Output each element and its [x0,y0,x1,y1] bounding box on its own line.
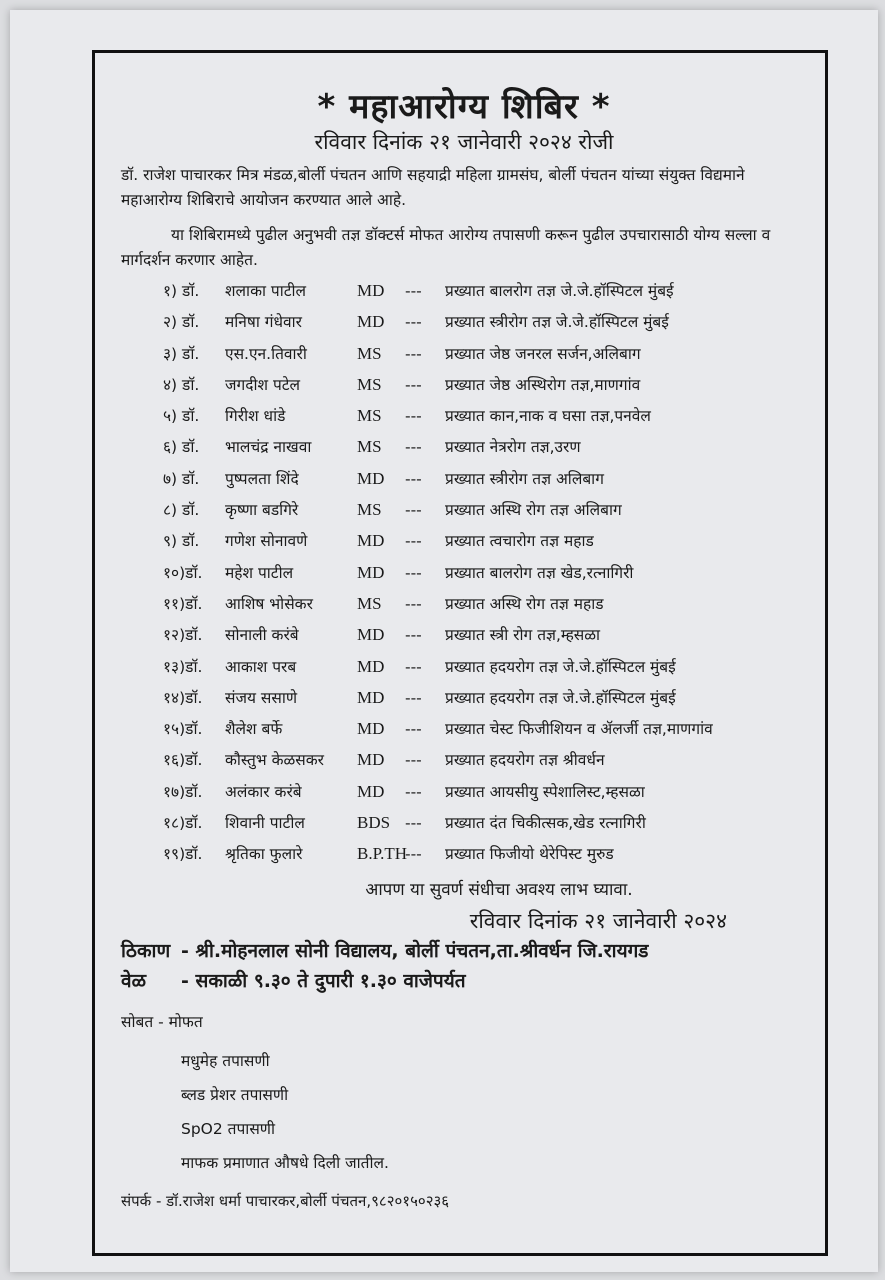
doctor-degree: MS [357,593,382,613]
separator-dashes: --- [405,845,422,864]
separator-dashes: --- [405,751,422,770]
contact-line: संपर्क - डॉ.राजेश धर्मा पाचारकर,बोर्ली पंचतन,९८२०१५०२३६ [121,1191,450,1210]
doctor-degree: MS [357,406,382,426]
doctor-degree: MD [357,750,385,770]
doctor-list [121,279,807,874]
separator-dashes: --- [405,469,422,488]
separator-dashes: --- [405,688,422,707]
doctor-degree: B.P.TH [357,844,408,864]
separator-dashes: --- [405,814,422,833]
doctor-specialty: प्रख्यात हदयरोग तज्ञ जे.जे.हॉस्पिटल मुंबई [445,657,676,676]
doctor-row [163,748,807,779]
doctor-row [163,435,807,466]
doctor-number: ९) डॉ. [163,532,200,551]
doctor-degree: MS [357,343,382,363]
doctor-row [163,623,807,654]
doctor-name: आकाश परब [225,657,297,676]
separator-dashes: --- [405,782,422,801]
doctor-specialty: प्रख्यात आयसीयु स्पेशालिस्ट,म्हसळा [445,782,645,801]
venue-line [121,936,807,966]
doctor-degree: MD [357,468,385,488]
doctor-degree: MS [357,437,382,457]
doctor-number: ४) डॉ. [163,375,200,394]
doctor-number: १७)डॉ. [163,782,203,801]
doctor-name: कृष्णा बडगिरे [225,501,299,520]
separator-dashes: --- [405,375,422,394]
event-date-repeat: रविवार दिनांक २१ जानेवारी २०२४ [469,908,727,933]
doctor-row [163,592,807,623]
time-label: वेळ [121,969,147,992]
doctor-specialty: प्रख्यात स्त्रीरोग तज्ञ अलिबाग [445,469,604,488]
doctor-degree: MD [357,625,385,645]
doctor-row [163,529,807,560]
separator-dashes: --- [405,563,422,582]
doctor-number: १०)डॉ. [163,563,203,582]
doctor-degree: MS [357,374,382,394]
doctor-number: २) डॉ. [163,313,200,332]
doctor-name: जगदीश पटेल [225,375,301,394]
doctor-specialty: प्रख्यात चेस्ट फिजीशियन व ॲलर्जी तज्ञ,माणगांव [445,720,713,739]
time-value: - सकाळी ९.३० ते दुपारी १.३० वाजेपर्यत [181,969,466,992]
doctor-row [163,279,807,310]
separator-dashes: --- [405,720,422,739]
doctor-name: सोनाली करंबे [225,626,299,645]
separator-dashes: --- [405,313,422,332]
doctor-number: १८)डॉ. [163,814,203,833]
doctor-row [163,561,807,592]
doctor-row [163,404,807,435]
separator-dashes: --- [405,438,422,457]
doctor-degree: MD [357,719,385,739]
doctor-number: ८) डॉ. [163,501,200,520]
doctor-specialty: प्रख्यात स्त्री रोग तज्ञ,म्हसळा [445,626,601,645]
poster-frame [92,50,828,1256]
doctor-name: कौस्तुभ केळसकर [225,751,325,770]
event-date-heading: रविवार दिनांक २१ जानेवारी २०२४ रोजी [314,130,614,154]
doctor-name: पुष्पलता शिंदे [225,469,299,488]
doctor-number: १५)डॉ. [163,720,203,739]
doctor-row [163,342,807,373]
doctor-row [163,717,807,748]
doctor-number: ५) डॉ. [163,407,200,426]
doctor-specialty: प्रख्यात अस्थि रोग तज्ञ अलिबाग [445,501,622,520]
doctor-name: शलाका पाटील [225,282,307,300]
doctor-row [163,498,807,529]
free-services-list [121,1044,807,1180]
doctor-row [163,467,807,498]
separator-dashes: --- [405,626,422,645]
time-line [121,966,807,996]
free-service-item: मधुमेह तपासणी [181,1051,270,1070]
separator-dashes: --- [405,501,422,520]
poster-title: * महाआरोग्य शिबिर * [317,87,611,127]
doctor-degree: MD [357,531,385,551]
doctor-number: १३)डॉ. [163,657,203,676]
doctor-specialty: प्रख्यात जेष्ठ जनरल सर्जन,अलिबाग [445,344,641,363]
doctor-name: गिरीश धांडे [225,407,286,426]
doctor-name: आशिष भोसेकर [225,594,313,613]
free-services-label: सोबत - मोफत [121,1012,203,1031]
doctor-name: श्रृतिका फुलारे [225,845,303,864]
doctor-degree: MD [357,656,385,676]
intro-paragraph: डॉ. राजेश पाचारकर मित्र मंडळ,बोर्ली पंचतन आणि सहयाद्री महिला ग्रामसंघ, बोर्ली पंचतन यांच्या संयुक्त विद्यमाने महाआरोग्य शिबिराचे आयोजन करण्यात आले आहे. [121,166,745,209]
doctor-specialty: प्रख्यात दंत चिकीत्सक,खेड रत्नागिरी [445,814,646,833]
free-service-item: ब्लड प्रेशर तपासणी [181,1085,289,1104]
doctor-name: शैलेश बर्फे [225,720,283,739]
doctor-specialty: प्रख्यात अस्थि रोग तज्ञ महाड [445,594,604,613]
doctor-name: शिवानी पाटील [225,814,305,833]
doctor-number: १४)डॉ. [163,688,203,707]
separator-dashes: --- [405,344,422,363]
doctor-number: ७) डॉ. [163,469,200,488]
appeal-line: आपण या सुवर्ण संधीचा अवश्य लाभ घ्यावा. [365,879,633,900]
separator-dashes: --- [405,282,422,300]
doctor-specialty: प्रख्यात हदयरोग तज्ञ जे.जे.हॉस्पिटल मुंबई [445,688,676,707]
doctor-specialty: प्रख्यात जेष्ठ अस्थिरोग तज्ञ,माणगांव [445,375,641,394]
doctor-name: एस.एन.तिवारी [225,344,307,363]
doctor-name: मनिषा गंधेवार [225,313,303,332]
separator-dashes: --- [405,532,422,551]
free-service-item: माफक प्रमाणात औषधे दिली जातील. [181,1153,389,1172]
doctor-degree: BDS [357,813,391,833]
doctor-degree: MD [357,781,385,801]
doctor-degree: MS [357,500,382,520]
doctor-row [163,780,807,811]
doctor-number: १६)डॉ. [163,751,203,770]
doctor-specialty: प्रख्यात फिजीयो थेरेपिस्ट मुरुड [445,845,614,864]
separator-dashes: --- [405,407,422,426]
doctor-specialty: प्रख्यात कान,नाक व घसा तज्ञ,पनवेल [445,407,651,426]
doctor-name: अलंकार करंबे [225,782,302,801]
doctor-degree: MD [357,312,385,332]
doctor-row [163,310,807,341]
intro-paragraph-2: या शिबिरामध्ये पुढील अनुभवी तज्ञ डॉक्टर्स मोफत आरोग्य तपासणी करून पुढील उपचारासाठी योग्य सल्ला व मार्गदर्शन करणार आहेत. [121,226,771,269]
doctor-number: ३) डॉ. [163,344,200,363]
free-service-item: SpO2 तपासणी [181,1119,276,1138]
doctor-row [163,686,807,717]
doctor-degree: MD [357,562,385,582]
doctor-specialty: प्रख्यात हदयरोग तज्ञ श्रीवर्धन [445,751,605,770]
doctor-row [163,811,807,842]
doctor-number: ११)डॉ. [163,594,203,613]
venue-value: - श्री.मोहनलाल सोनी विद्यालय, बोर्ली पंचतन,ता.श्रीवर्धन जि.रायगड [181,939,649,962]
doctor-name: गणेश सोनावणे [225,532,308,551]
doctor-specialty: प्रख्यात बालरोग तज्ञ खेड,रत्नागिरी [445,563,634,582]
separator-dashes: --- [405,594,422,613]
doctor-name: भालचंद्र नाखवा [225,438,312,457]
doctor-row [163,655,807,686]
doctor-specialty: प्रख्यात त्वचारोग तज्ञ महाड [445,532,594,551]
doctor-number: ६) डॉ. [163,438,200,457]
doctor-name: महेश पाटील [225,563,294,582]
venue-label: ठिकाण [121,939,171,962]
doctor-name: संजय ससाणे [225,688,298,707]
doctor-number: १९)डॉ. [163,845,203,864]
doctor-number: १) डॉ. [163,282,200,300]
doctor-specialty: प्रख्यात बालरोग तज्ञ जे.जे.हॉस्पिटल मुंबई [445,282,674,300]
doctor-specialty: प्रख्यात नेत्ररोग तज्ञ,उरण [445,438,581,457]
separator-dashes: --- [405,657,422,676]
paper-sheet [10,10,878,1272]
doctor-specialty: प्रख्यात स्त्रीरोग तज्ञ जे.जे.हॉस्पिटल मुंबई [445,313,669,332]
doctor-degree: MD [357,687,385,707]
doctor-row [163,842,807,873]
doctor-row [163,373,807,404]
doctor-number: १२)डॉ. [163,626,203,645]
doctor-degree: MD [357,281,385,300]
